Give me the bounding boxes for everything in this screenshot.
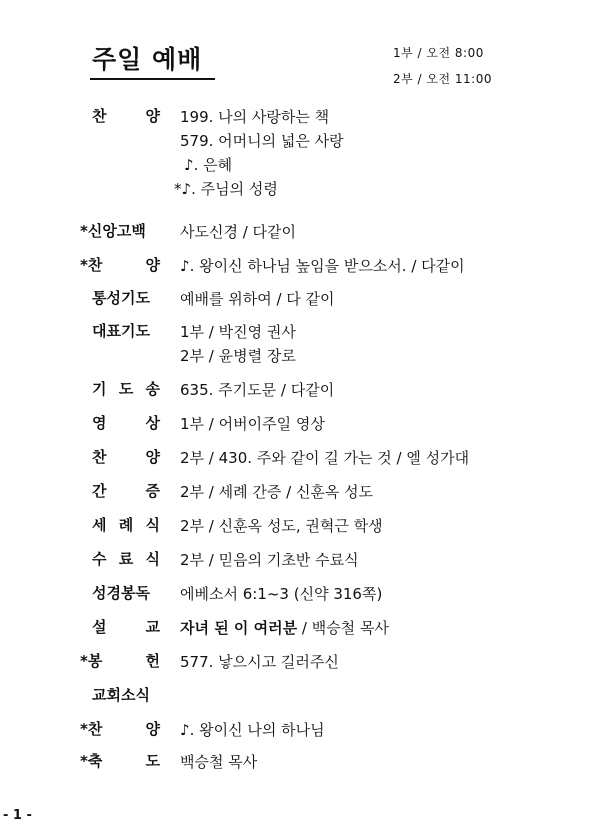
content-line: 199. 나의 사랑하는 책 [180,108,330,126]
content-line: 579. 어머니의 넓은 사랑 [180,132,344,150]
order-label: 찬 양 [92,107,160,125]
order-label: *축 도 [80,752,160,770]
sermon-preacher: / 백승철 목사 [297,619,389,637]
order-content [180,750,257,774]
order-content [180,548,359,572]
order-label: 수 료 식 [92,550,160,568]
order-label: 세 례 식 [92,516,160,534]
content-line: 사도신경 / 다같이 [180,223,297,241]
order-content [180,446,469,470]
content-line: 577. 낳으시고 길러주신 [180,653,339,671]
page-title: 주일 예배 [92,45,203,74]
order-content [180,378,334,402]
order-label: 설 교 [92,618,160,636]
order-label: *찬 양 [80,720,160,738]
order-label: *찬 양 [80,256,160,274]
content-line: 백승철 목사 [180,753,258,771]
service-time-2: 2부 / 오전 11:00 [393,72,492,86]
page-number: - 1 - [3,808,32,823]
content-line [180,616,389,640]
title-underline [90,78,215,80]
content-line: 635. 주기도문 / 다같이 [180,381,335,399]
order-label: 통성기도 [92,289,150,307]
content-line: *♪. 주님의 성령 [174,180,278,198]
content-line: 1부 / 박진영 권사 [180,323,296,341]
order-label: 영 상 [92,414,160,432]
order-content [180,718,325,742]
order-label: 대표기도 [92,322,150,340]
order-content [180,616,389,640]
content-line: 2부 / 윤병렬 장로 [180,347,296,365]
order-label: 교회소식 [92,686,150,704]
order-label: *봉 헌 [80,652,160,670]
order-label: 찬 양 [92,448,160,466]
content-line: ♪. 왕이신 하나님 높임을 받으소서. / 다같이 [180,257,465,275]
sermon-title: 자녀 된 이 여러분 [180,619,298,637]
order-label: 성경봉독 [92,584,150,602]
order-content [180,320,296,368]
order-content [180,582,382,606]
order-content [180,220,296,244]
order-content [180,514,383,538]
content-line: 2부 / 믿음의 기초반 수료식 [180,551,359,569]
order-content [180,650,339,674]
content-line: 에베소서 6:1~3 (신약 316쪽) [180,585,383,603]
content-line: 2부 / 430. 주와 같이 길 가는 것 / 엘 성가대 [180,449,470,467]
content-line: ♪. 은혜 [184,156,233,174]
content-line: 2부 / 신훈옥 성도, 권혁근 학생 [180,517,383,535]
service-time-1: 1부 / 오전 8:00 [393,46,484,60]
order-content [180,254,465,278]
content-line: 예배를 위하여 / 다 같이 [180,290,335,308]
order-label: 기 도 송 [92,380,160,398]
content-line: 1부 / 어버이주일 영상 [180,415,325,433]
order-label: 간 증 [92,482,160,500]
order-content [174,105,344,201]
order-content [180,287,335,311]
order-label: *신앙고백 [80,222,146,240]
order-content [180,412,325,436]
order-content [180,480,373,504]
content-line: ♪. 왕이신 나의 하나님 [180,721,325,739]
content-line: 2부 / 세례 간증 / 신훈옥 성도 [180,483,374,501]
